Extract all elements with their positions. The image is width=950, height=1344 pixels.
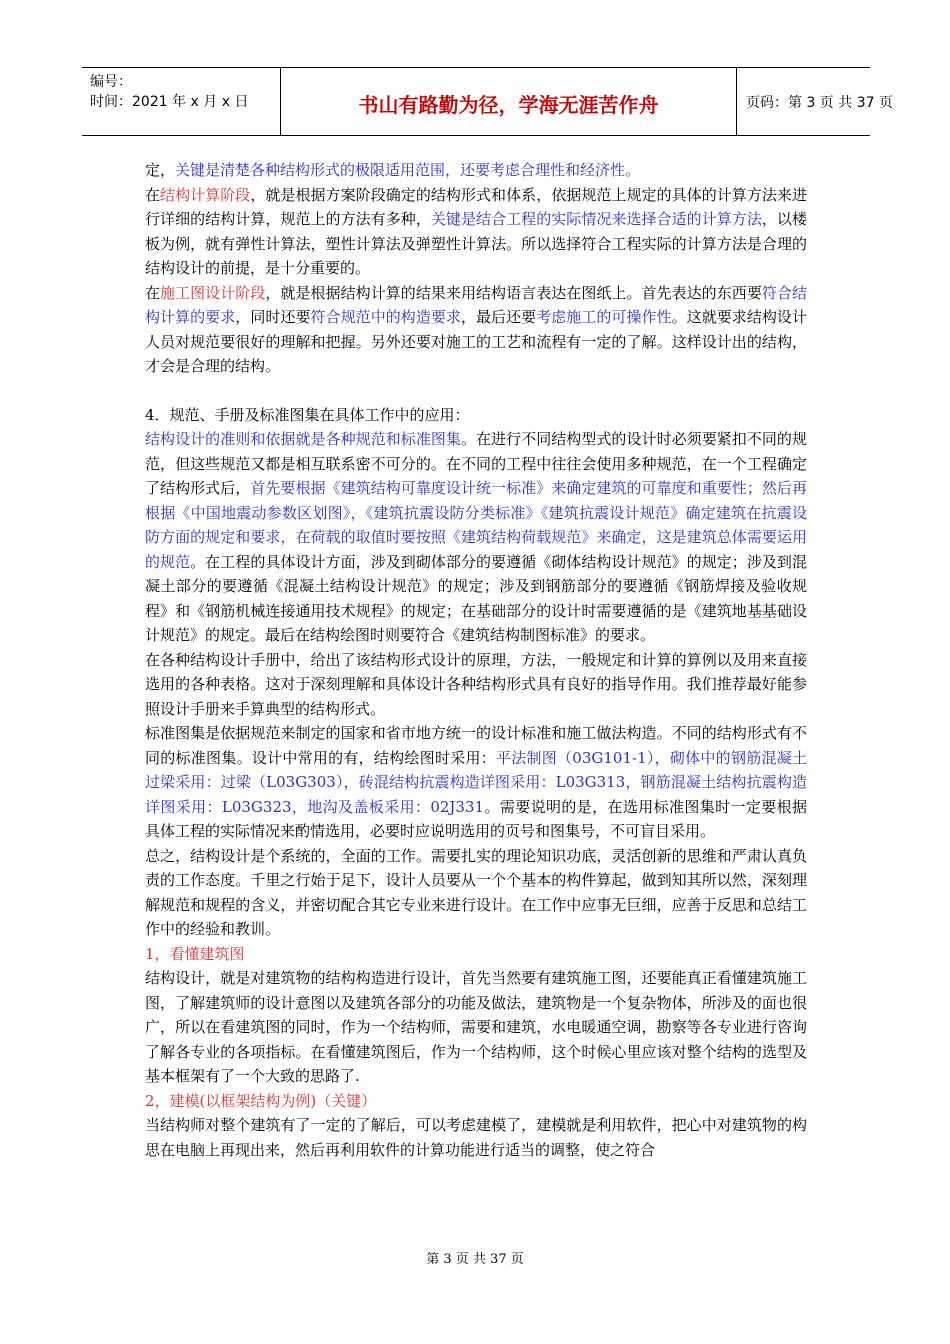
page-header (82, 67, 893, 136)
body-text: ，就是根据结构计算的结果来用结构语言表达在图纸上。首先表达的东西要 (265, 283, 762, 302)
key-point-text: 关键是结合工程的实际情况来选择合适的计算方法 (430, 210, 762, 228)
page-footer: 第 3 页 共 37 页 (426, 1252, 524, 1267)
header-right-cell (737, 68, 893, 135)
body-text: 标准图集是依据规范来制定的国家和省市地方统一的设计标准和施工做法构造。不同的结构形式有不同的标准图集。设计中常用的有，结构绘图时采用： (145, 724, 807, 767)
body-text: 结构设计，就是对建筑物的结构构造进行设计，首先当然要有建筑施工图，还要能真正看懂建筑施工图，了解建筑师的设计意图以及建筑各部分的功能及做法，建筑物是一个复杂物体，所涉及的面也很广，所以在看建筑图的同时，作为一个结构师，需要和建筑，水电暖通空调，勘察等各专业进行咨询了解各专业的各项指标。在看懂建筑图后，作为一个结构师，这个时候心里应该对整个结构的选型及基本框架有了一个大致的思路了. (145, 969, 807, 1085)
paragraph (145, 1113, 807, 1162)
body-text: ，以楼板为例，就有弹性计算法，塑性计算法及弹塑性计算法。所以选择符合工程实际的计算方法是合理的结构设计的前提，是十分重要的。 (145, 210, 807, 277)
paragraph (145, 281, 807, 379)
paragraph (145, 427, 807, 648)
body-text: 定， (145, 161, 176, 179)
body-text: ，最后还要 (460, 308, 537, 326)
paragraph (145, 721, 807, 844)
header-motto: 书山有路勤为径，学海无涯苦作舟 (358, 93, 659, 117)
paragraph (145, 183, 807, 281)
document-date: 时间：2021 年 x 月 x 日 (90, 94, 249, 110)
body-text: 。在进行不同结构型式的设计时必须要紧扣不同的规范，但这些规范又都是相互联系密不可分的。在不同的工程中往往会使用多种规范，在一个工程确定了结构形式后， (145, 430, 807, 497)
body-text: 在 (145, 283, 161, 302)
paragraph (145, 403, 807, 428)
key-point-text: 考虑施工的可操作性 (536, 308, 672, 326)
key-point-text: 符合结构计算的要求 (145, 283, 807, 326)
key-point-text: 关键是清楚各种结构形式的极限适用范围，还要考虑合理性和经济性。 (175, 161, 641, 179)
key-point-text: 首先要根据《建筑结构可靠度设计统一标准》来确定建筑的可靠度和重要性；然后再根据《中国地震动参数区划图》，《建筑抗震设防分类标准》《建筑抗震设计规范》确定建筑在抗震设防方面的规定和要求，在荷载的取值时要按照《建筑结构荷载规范》来确定，这是建筑总体需要运用的规范 (145, 479, 807, 571)
highlighted-phrase: 1，看懂建筑图 (145, 944, 245, 963)
highlighted-phrase: 施工图设计阶段 (160, 283, 266, 302)
header-left-cell (82, 68, 281, 135)
paragraph (145, 844, 807, 942)
body-text: 。在工程的具体设计方面，涉及到砌体部分的要遵循《砌体结构设计规范》的规定；涉及到混凝土部分的要遵循《混凝土结构设计规范》的规定；涉及到钢筋部分的要遵循《钢筋焊接及验收规程》和《钢筋机械连接通用技术规程》的规定；在基础部分的设计时需要遵循的是《建筑地基基础设计规范》的规定。最后在结构绘图时则要符合《建筑结构制图标准》的要求。 (145, 552, 807, 644)
body-text: 在各种结构设计手册中，给出了该结构形式设计的原理，方法，一般规定和计算的算例以及用来直接选用的各种表格。这对于深刻理解和具体设计各种结构形式具有良好的指导作用。我们推荐最好能参照设计手册来手算典型的结构形式。 (145, 650, 807, 718)
body-text: ，就是根据方案阶段确定的结构形式和体系，依据规范上规定的具体的计算方法来进行详细的结构计算，规范上的方法有多种， (145, 185, 807, 228)
paragraph (145, 158, 807, 183)
key-point-text: 符合规范中的构造要求 (310, 308, 461, 326)
paragraph (145, 966, 807, 1089)
paragraph (145, 1089, 807, 1114)
body-text: 。这就要求结构设计人员对规范要很好的理解和把握。另外还要对施工的工艺和流程有一定的了解。这样设计出的结构，才会是合理的结构。 (145, 308, 807, 375)
document-number-label: 编号： (90, 74, 132, 90)
paragraph (145, 942, 807, 967)
highlighted-phrase: 结构计算阶段 (160, 185, 251, 204)
paragraph (145, 648, 807, 722)
body-text: 当结构师对整个建筑有了一定的了解后，可以考虑建模了，建模就是利用软件，把心中对建筑物的构思在电脑上再现出来，然后再利用软件的计算功能进行适当的调整，使之符合 (145, 1116, 807, 1159)
header-page-info: 页码：第 3 页 共 37 页 (746, 95, 893, 111)
body-text: ，同时还要 (235, 308, 311, 326)
highlighted-phrase: 2，建模(以框架结构为例)（关键） (145, 1091, 377, 1110)
key-point-text: 结构设计的准则和依据就是各种规范和标准图集 (145, 430, 461, 448)
header-middle-cell (281, 68, 737, 135)
key-point-text: 平法制图（03G101-1），砌体中的钢筋混凝土过梁采用：过梁（L03G303），砖混结构抗震构造详图采用：L03G313，钢筋混凝土结构抗震构造详图采用：L03G323，地沟及盖板采用：02J331 (145, 748, 807, 816)
body-text: 总之，结构设计是个系统的，全面的工作。需要扎实的理论知识功底，灵活创新的思维和严肃认真负责的工作态度。千里之行始于足下，设计人员要从一个个基本的构件算起，做到知其所以然，深刻理解规范和规程的含义，并密切配合其它专业来进行设计。在工作中应事无巨细，应善于反思和总结工作中的经验和教训。 (145, 846, 807, 938)
body-text: 4．规范、手册及标准图集在具体工作中的应用： (145, 405, 470, 424)
document-body (145, 158, 807, 1162)
body-text: 在 (145, 185, 161, 204)
paragraph-spacer (145, 379, 807, 403)
body-text: 。需要说明的是，在选用标准图集时一定要根据具体工程的实际情况来酌情选用，必要时应说明选用的页号和图集号，不可盲目采用。 (145, 797, 807, 840)
